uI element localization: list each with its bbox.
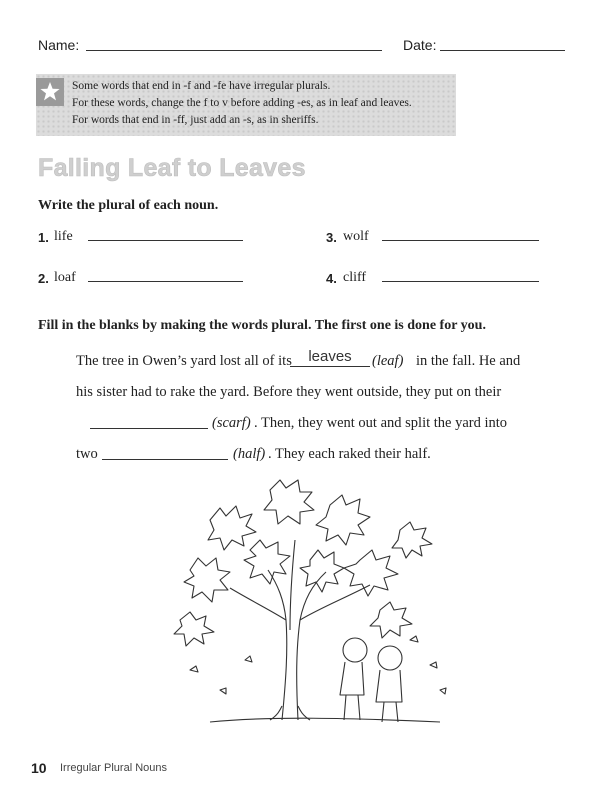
item-word-3: wolf <box>343 229 369 244</box>
scarf-answer-field[interactable] <box>90 428 208 429</box>
story-line-1-end: in the fall. He and <box>416 353 521 369</box>
story-line-2: his sister had to rake the yard. Before they went outside, they put on their <box>76 384 502 400</box>
answer-field-2[interactable] <box>88 281 243 282</box>
section1-instruction: Write the plural of each noun. <box>38 198 219 213</box>
answer-field-4[interactable] <box>382 281 539 282</box>
story-hint-half: (half) <box>233 446 266 462</box>
item-word-4: cliff <box>343 270 367 285</box>
example-answer-line <box>290 366 370 367</box>
story-line-4-end: . They each raked their half. <box>268 446 431 462</box>
chapter-title: Irregular Plural Nouns <box>60 762 167 774</box>
date-label: Date: <box>403 37 437 53</box>
story-line-4-start: two <box>76 446 98 462</box>
name-label: Name: <box>38 37 80 53</box>
item-word-1: life <box>54 229 73 244</box>
tip-line-3: For words that end in -ff, just add an -s, as in sheriffs. <box>72 114 319 126</box>
page-number: 10 <box>31 760 47 776</box>
half-answer-field[interactable] <box>102 459 228 460</box>
story-hint-leaf: (leaf) <box>372 353 404 369</box>
story-hint-scarf: (scarf) <box>212 415 251 431</box>
tree-illustration <box>150 470 470 732</box>
answer-field-3[interactable] <box>382 240 539 241</box>
story-line-3-end: . Then, they went out and split the yard into <box>254 415 508 431</box>
story-line-1-start: The tree in Owen’s yard lost all of its <box>76 353 292 369</box>
item-number-2: 2. <box>38 271 49 286</box>
item-number-1: 1. <box>38 230 49 245</box>
date-field[interactable] <box>440 50 565 51</box>
answer-field-1[interactable] <box>88 240 243 241</box>
example-answer: leaves <box>308 348 352 365</box>
section2-instruction: Fill in the blanks by making the words plural. The first one is done for you. <box>38 318 486 333</box>
name-field[interactable] <box>86 50 382 51</box>
star-icon <box>36 78 64 106</box>
tip-line-2: For these words, change the f to v before adding -es, as in leaf and leaves. <box>72 97 412 109</box>
tip-line-1: Some words that end in -f and -fe have irregular plurals. <box>72 80 331 92</box>
item-number-3: 3. <box>326 230 337 245</box>
page-title: Falling Leaf to Leaves <box>38 154 306 182</box>
item-word-2: loaf <box>54 270 76 285</box>
item-number-4: 4. <box>326 271 337 286</box>
